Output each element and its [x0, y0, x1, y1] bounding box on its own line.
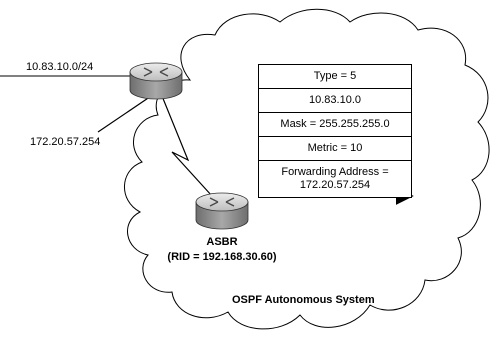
network-label: 10.83.10.0/24: [26, 61, 94, 73]
lsa-mask-row: Mask = 255.255.255.0: [259, 113, 411, 137]
ospf-area-label: OSPF Autonomous System: [232, 294, 375, 306]
neighbor-address-label: 172.20.57.254: [30, 136, 101, 148]
asbr-rid-label: (RID = 192.168.30.60): [167, 251, 277, 263]
router-icon: [130, 63, 182, 99]
lsa-table: [258, 64, 412, 198]
lsa-forwarding-address-row: Forwarding Address = 172.20.57.254: [281, 166, 389, 191]
lsa-metric-row: Metric = 10: [259, 137, 411, 161]
lsa-type-row: Type = 5: [259, 65, 411, 89]
lsa-link-id-row: 10.83.10.0: [259, 89, 411, 113]
asbr-label: ASBR: [206, 236, 238, 248]
router-icon: [196, 193, 248, 229]
